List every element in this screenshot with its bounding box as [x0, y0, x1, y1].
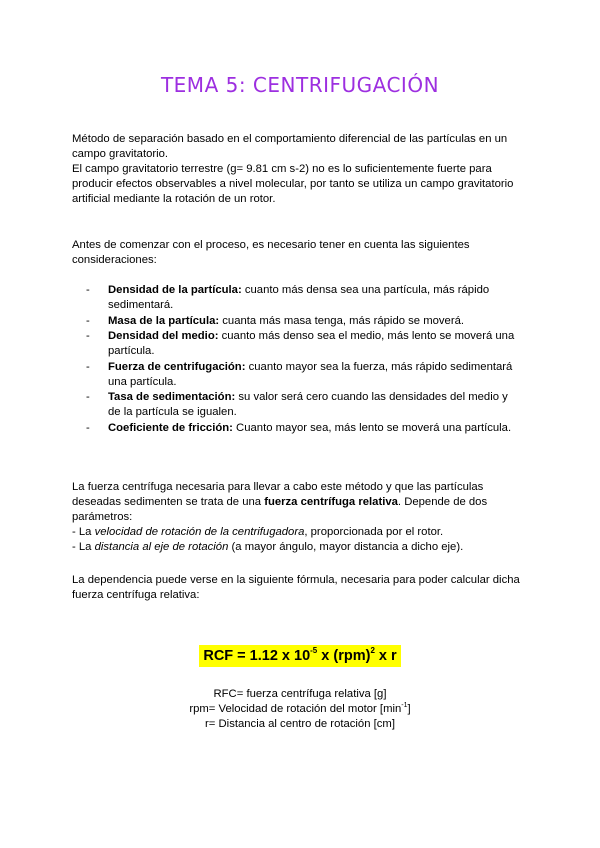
fuerza-paragraph: [72, 480, 532, 525]
list-dash: -: [86, 421, 90, 434]
list-text: cuanto mayor sea la fuerza, más rápido sedimentará una partícula.: [108, 360, 513, 388]
intro-paragraph: [72, 132, 532, 207]
list-term: Fuerza de centrifugación:: [108, 360, 246, 373]
list-item: [86, 421, 516, 436]
considerations-intro-text: Antes de comenzar con el proceso, es necesario tener en cuenta las siguientes consideraciones:: [72, 239, 470, 266]
formula-legend: [0, 687, 600, 732]
parameter-prefix: - La: [72, 541, 95, 553]
parameter-italic: distancia al eje de rotación: [94, 541, 229, 553]
list-dash: -: [86, 330, 90, 342]
parameter-item: [72, 540, 532, 555]
list-term: Densidad de la partícula:: [108, 284, 242, 296]
list-item: [86, 283, 516, 313]
formula-exponent: -5: [310, 646, 318, 655]
page-title: TEMA 5: CENTRIFUGACIÓN: [160, 73, 440, 97]
parameter-prefix: - La: [72, 526, 95, 538]
fuerza-bold: fuerza centrífuga relativa: [264, 496, 398, 508]
legend-rfc: RFC= fuerza centrífuga relativa [g]: [213, 688, 387, 700]
list-term: Masa de la partícula:: [108, 314, 220, 327]
considerations-list: [86, 283, 516, 436]
list-item: [86, 360, 516, 390]
legend-rpm-end: ]: [407, 703, 411, 715]
list-item: [86, 329, 516, 359]
list-item: [86, 390, 516, 420]
dependencia-paragraph: [72, 573, 532, 603]
formula-part: x r: [374, 648, 397, 664]
list-text: su valor será cero cuando las densidades del medio y de la partícula se igualen.: [108, 391, 508, 418]
formula-part: RCF = 1.12 x 10: [203, 648, 311, 664]
list-dash: -: [86, 360, 90, 373]
legend-rpm: [0, 702, 600, 717]
parameters-list: [72, 525, 532, 555]
list-text: cuanto más denso sea el medio, más lento se moverá una partícula.: [108, 330, 515, 357]
parameter-suffix: , proporcionada por el rotor.: [304, 526, 444, 538]
list-text: cuanto más densa sea una partícula, más rápido sedimentará.: [108, 284, 490, 311]
legend-rpm-exponent: -1: [401, 702, 408, 709]
list-term: Densidad del medio:: [108, 330, 219, 342]
parameter-italic: velocidad de rotación de la centrifugadora: [94, 526, 305, 538]
formula-container: [0, 645, 600, 667]
list-dash: -: [86, 391, 90, 403]
list-text: cuanta más masa tenga, más rápido se moverá.: [219, 314, 465, 327]
legend-rpm-text: rpm= Velocidad de rotación del motor [min: [189, 703, 402, 715]
list-text: Cuanto mayor sea, más lento se moverá una partícula.: [232, 421, 512, 434]
formula-exponent: 2: [370, 646, 375, 655]
fuerza-text-before: La fuerza centrífuga necesaria para llevar a cabo este método y que las partículas deseadas sedimenten se trata de una: [72, 481, 484, 508]
parameter-suffix: (a mayor ángulo, mayor distancia a dicho eje).: [228, 541, 464, 553]
list-term: Coeficiente de fricción:: [108, 421, 233, 434]
considerations-intro: [72, 238, 532, 268]
dependencia-text: La dependencia puede verse en la siguiente fórmula, necesaria para poder calcular dicha fuerza centrífuga relativa:: [72, 574, 520, 601]
legend-r: r= Distancia al centro de rotación [cm]: [205, 718, 395, 730]
list-dash: -: [86, 284, 90, 296]
fuerza-text-after: . Depende de dos parámetros:: [72, 496, 488, 523]
intro-line-2: El campo gravitatorio terrestre (g= 9.81 cm s-2) no es lo suficientemente fuerte para producir efectos observables a nivel molecular, por tanto se utiliza un campo gravitatorio artificial mediante la rotación de un rotor.: [72, 163, 514, 205]
parameter-item: [72, 525, 532, 540]
formula-part: x (rpm): [317, 648, 371, 664]
rcf-formula: [199, 645, 400, 667]
intro-line-1: Método de separación basado en el comportamiento diferencial de las partículas en un campo gravitatorio.: [72, 133, 508, 160]
list-term: Tasa de sedimentación:: [108, 391, 236, 403]
list-dash: -: [86, 314, 90, 327]
list-item: [86, 314, 516, 329]
